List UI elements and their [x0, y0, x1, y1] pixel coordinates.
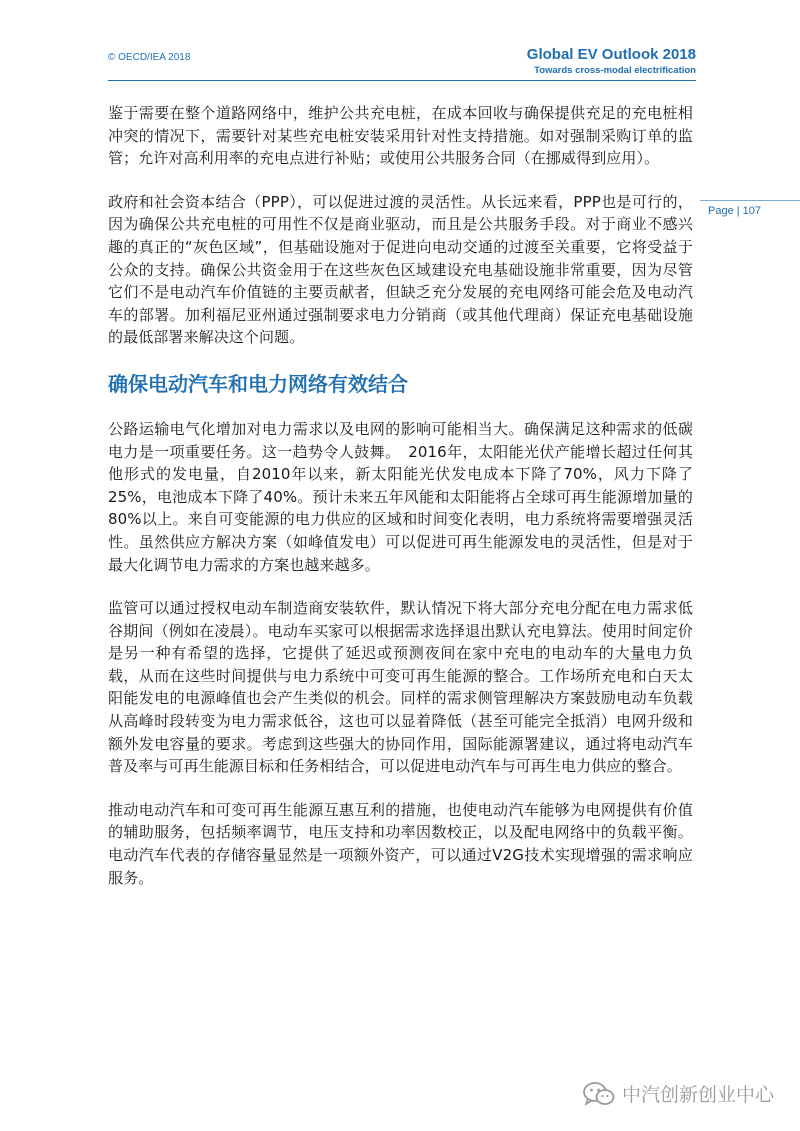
copyright-notice: © OECD/IEA 2018	[108, 52, 191, 63]
header-divider	[108, 80, 696, 81]
watermark	[582, 1080, 774, 1107]
report-subtitle: Towards cross-modal electrification	[534, 65, 696, 76]
paragraph-public-charging: 鉴于需要在整个道路网络中，维护公共充电桩，在成本回收与确保提供充足的充电桩相冲突的情况下，需要针对某些充电桩安装采用针对性支持措施。如对强制采购订单的监管；允许对高利用率的充电点进行补贴；或使用公共服务合同（在挪威得到应用）。	[108, 104, 693, 168]
paragraph-ppp: 政府和社会资本结合（PPP），可以促进过渡的灵活性。从长远来看，PPP也是可行的，因为确保公共充电桩的可用性不仅是商业驱动，而且是公共服务手段。对于商业不感兴趣的真正的“灰色区域”，但基础设施对于促进向电动交通的过渡至关重要，它将受益于公众的支持。确保公共资金用于在这些灰色区域建设充电基础设施非常重要，因为尽管它们不是电动汽车价值链的主要贡献者，但缺乏充分发展的充电网络可能会危及电动汽车的部署。加利福尼亚州通过强制要求电力分销商（或其他代理商）保证充电基础设施的最低部署来解决这个问题。	[108, 192, 693, 347]
paragraph-electrification-demand: 公路运输电气化增加对电力需求以及电网的影响可能相当大。确保满足这种需求的低碳电力是一项重要任务。这一趋势令人鼓舞。 2016年，太阳能光伏产能增长超过任何其他形式的发电量，自2010年以来，新太阳能光伏发电成本下降了70%，风力下降了25%，电池成本下降了40%。预计未来五年风能和太阳能将占全球可再生能源增加量的80%以上。来自可变能源的电力供应的区域和时间变化表明，电力系统将需要增强灵活性。虽然供应方解决方案（如峰值发电）可以促进可再生能源发电的灵活性，但是对于最大化调节电力需求的方案也越来越多。	[108, 419, 693, 574]
watermark-text: 中汽创新创业中心	[621, 1084, 774, 1106]
section-heading: 确保电动汽车和电力网络有效结合	[108, 371, 408, 396]
page-number: Page | 107	[700, 200, 800, 217]
paragraph-regulation: 监管可以通过授权电动车制造商安装软件，默认情况下将大部分充电分配在电力需求低谷期间（例如在凌晨）。电动车买家可以根据需求选择退出默认充电算法。使用时间定价是另一种有希望的选择，它提供了延迟或预测夜间在家中充电的电动车的大量电力负载，从而在这些时间提供与电力系统中可变可再生能源的整合。工作场所充电和白天太阳能发电的电源峰值也会产生类似的机会。同样的需求侧管理解决方案鼓励电动车负载从高峰时段转变为电力需求低谷，这也可以显着降低（甚至可能完全抵消）电网升级和额外发电容量的要求。考虑到这些强大的协同作用，国际能源署建议，通过将电动汽车普及率与可再生能源目标和任务相结合，可以促进电动汽车与可再生电力供应的整合。	[108, 599, 693, 776]
report-title: Global EV Outlook 2018	[526, 46, 696, 63]
wechat-icon	[582, 1081, 616, 1107]
report-header	[527, 46, 696, 77]
body-text	[108, 102, 693, 910]
paragraph-ancillary-services: 推动电动汽车和可变可再生能源互惠互利的措施，也使电动汽车能够为电网提供有价值的辅助服务，包括频率调节，电压支持和功率因数校正，以及配电网络中的负载平衡。电动汽车代表的存储容量显然是一项额外资产，可以通过V2G技术实现增强的需求响应服务。	[108, 800, 693, 887]
